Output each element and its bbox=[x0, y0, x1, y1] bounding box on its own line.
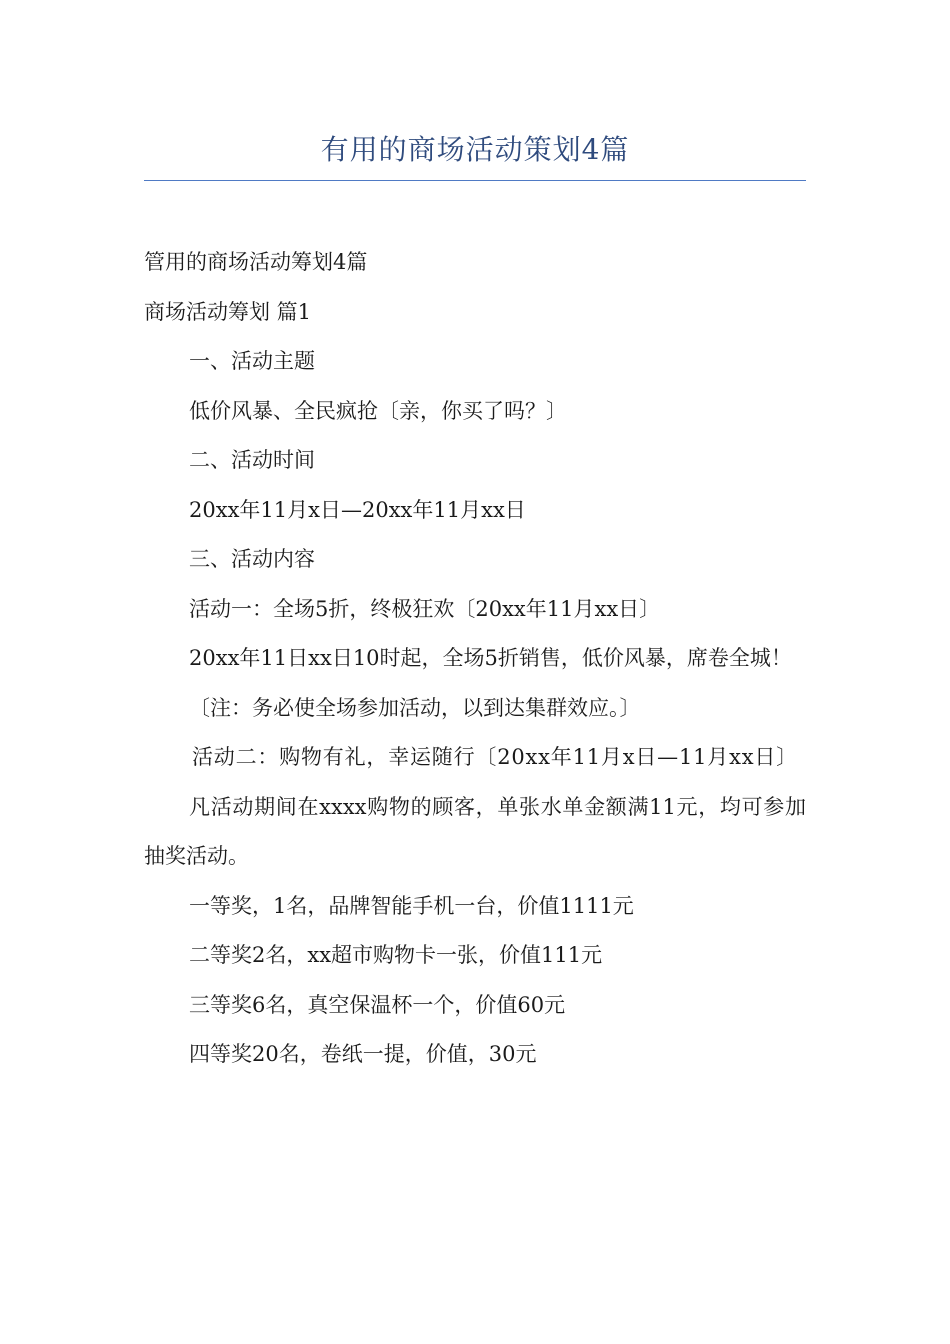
paragraph-prize-third: 三等奖6名，真空保温杯一个，价值60元 bbox=[189, 992, 566, 1017]
document-body bbox=[144, 238, 806, 1080]
paragraph-activity-two-detail: 凡活动期间在xxxx购物的顾客，单张水单金额满11元，均可参加抽奖活动。 bbox=[144, 794, 806, 868]
paragraph-activity-two: 活动二：购物有礼，幸运随行〔20xx年11月x日—11月xx日〕 bbox=[192, 745, 798, 769]
paragraph-time: 20xx年11月x日—20xx年11月xx日 bbox=[189, 497, 526, 522]
paragraph-heading-theme: 一、活动主题 bbox=[189, 349, 315, 373]
paragraph-note: 〔注：务必使全场参加活动，以到达集群效应。〕 bbox=[189, 695, 641, 720]
title-underline bbox=[144, 180, 806, 181]
paragraph-subtitle: 管用的商场活动筹划4篇 bbox=[144, 250, 368, 274]
paragraph-prize-first: 一等奖，1名，品牌智能手机一台，价值1111元 bbox=[189, 893, 634, 918]
page-title: 有用的商场活动策划4篇 bbox=[320, 133, 630, 166]
paragraph-activity-one: 活动一：全场5折，终极狂欢〔20xx年11月xx日〕 bbox=[189, 596, 661, 621]
paragraph-heading-content: 三、活动内容 bbox=[189, 547, 315, 571]
paragraph-theme: 低价风暴、全民疯抢〔亲，你买了吗？〕 bbox=[189, 398, 567, 423]
paragraph-heading-time: 二、活动时间 bbox=[189, 448, 315, 472]
paragraph-activity-one-detail: 20xx年11日xx日10时起，全场5折销售，低价风暴，席卷全城！ bbox=[189, 646, 792, 670]
paragraph-prize-second: 二等奖2名，xx超市购物卡一张，价值111元 bbox=[189, 943, 603, 967]
paragraph-section-heading: 商场活动筹划 篇1 bbox=[144, 299, 312, 324]
paragraph-prize-fourth: 四等奖20名，卷纸一提，价值，30元 bbox=[189, 1042, 537, 1066]
